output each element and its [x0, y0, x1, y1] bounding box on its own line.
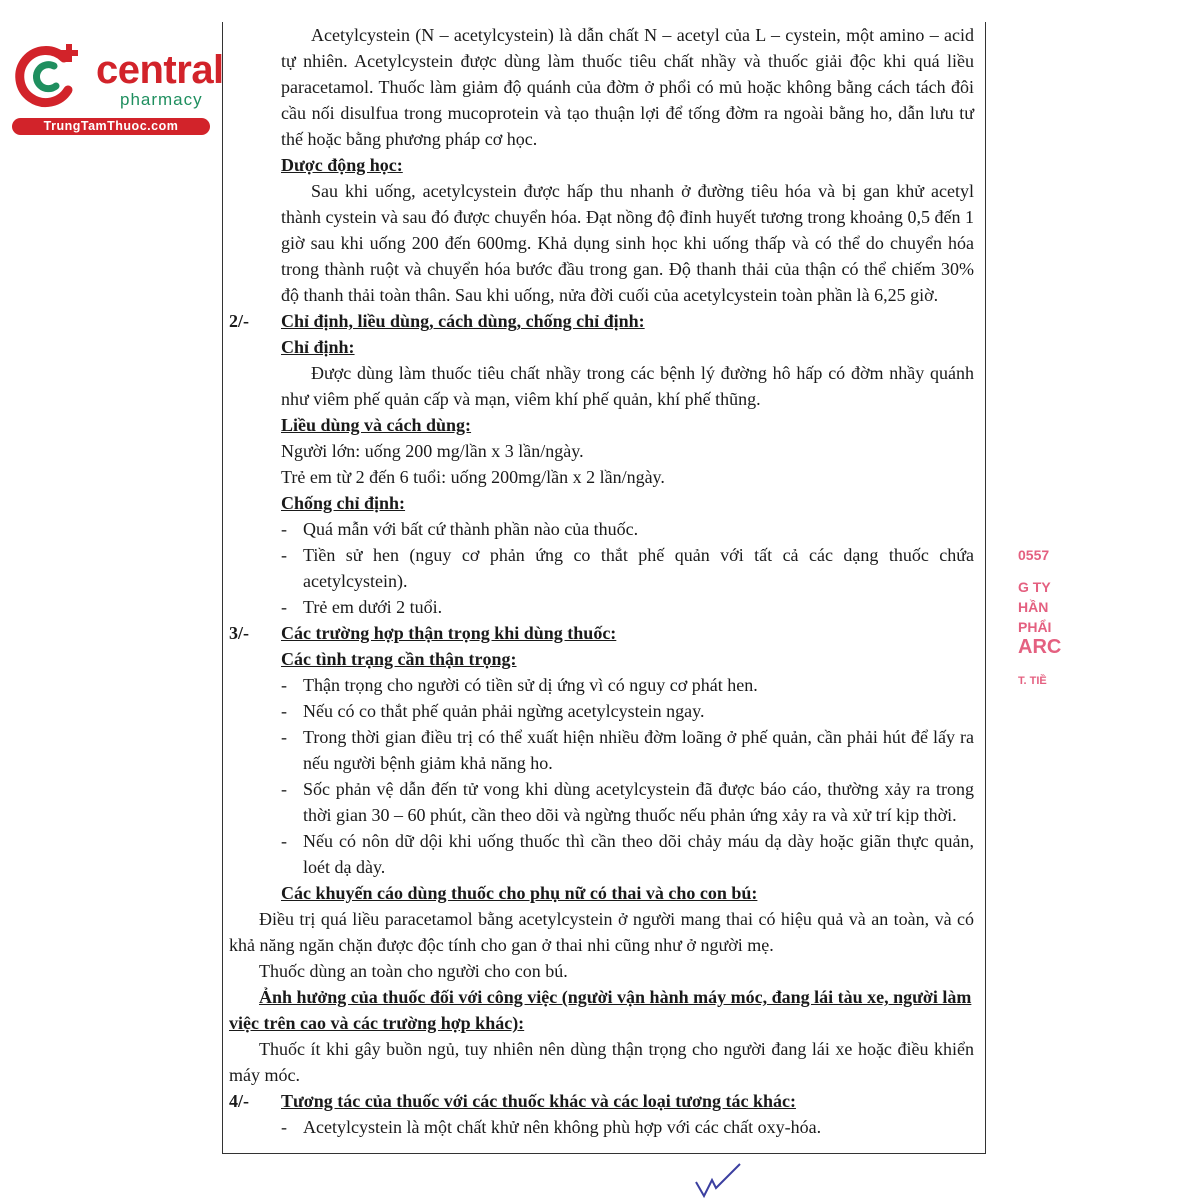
- section-title: Chỉ định, liều dùng, cách dùng, chống chỉ định:: [281, 311, 645, 331]
- list-item: - Nếu có nôn dữ dội khi uống thuốc thì cần theo dõi chảy máu dạ dày hoặc giãn thực quản, loét dạ dày.: [281, 831, 974, 877]
- section-number: 2/-: [229, 311, 249, 331]
- caution-heading: Các tình trạng cần thận trọng:: [281, 649, 517, 669]
- section-number: 3/-: [229, 623, 249, 643]
- brand-logo: [12, 40, 224, 140]
- intro-paragraph: Acetylcystein (N – acetylcystein) là dẫn chất N – acetyl của L – cystein, một amino – acid tự nhiên. Acetylcystein được dùng làm thuốc tiêu chất nhầy và thuốc giải độc khi quá liều paracetamol. Thuốc làm giảm độ quánh của đờm ở phổi có mủ hoặc không bằng cách tách đôi cầu nối disulfua trong mucoprotein và tạo thuận lợi để tống đờm ra ngoài bằng ho, dẫn lưu tư thế hoặc bằng phương pháp cơ học.: [281, 25, 974, 149]
- work-effect-heading: Ảnh hưởng của thuốc đối với công việc (người vận hành máy móc, đang lái tàu xe, người làm việc trên cao và các trường hợp khác):: [229, 987, 972, 1033]
- section-title: Các trường hợp thận trọng khi dùng thuốc:: [281, 623, 617, 643]
- lactation-paragraph: Thuốc dùng an toàn cho người cho con bú.: [259, 961, 568, 981]
- company-stamp: 0557 G TY HẦN PHẨI ARC T. TIỀ: [1018, 547, 1062, 687]
- list-item: - Thận trọng cho người có tiền sử dị ứng vì có nguy cơ phát hen.: [281, 675, 758, 695]
- pregnancy-heading: Các khuyến cáo dùng thuốc cho phụ nữ có thai và cho con bú:: [281, 883, 758, 903]
- list-item: - Sốc phản vệ dẫn đến tử vong khi dùng acetylcystein đã được báo cáo, thường xảy ra trong thời gian 30 – 60 phút, cần theo dõi và ngừng thuốc nếu phản ứng xảy ra và xử trí kịp thời.: [281, 779, 974, 825]
- dosage-heading: Liều dùng và cách dùng:: [281, 415, 472, 435]
- pregnancy-paragraph: Điều trị quá liều paracetamol bằng acetylcystein ở người mang thai có hiệu quả và an toàn, và có khả năng ngăn chặn được độc tính cho gan ở thai nhi cũng như ở người mẹ.: [229, 909, 974, 955]
- list-item: - Quá mẫn với bất cứ thành phần nào của thuốc.: [281, 519, 639, 539]
- section-4-heading: [229, 1088, 974, 1114]
- list-item: - Tiền sử hen (nguy cơ phản ứng co thắt phế quản với tất cả các dạng thuốc chứa acetylcystein).: [281, 545, 974, 591]
- list-item: - Nếu có co thắt phế quản phải ngừng acetylcystein ngay.: [281, 701, 705, 721]
- dosage-adult: Người lớn: uống 200 mg/lần x 3 lần/ngày.: [281, 441, 584, 461]
- list-item: - Trẻ em dưới 2 tuổi.: [281, 597, 443, 617]
- section-number: 4/-: [229, 1091, 249, 1111]
- central-pharmacy-logo-icon: [12, 40, 84, 112]
- document-page: [222, 22, 986, 1154]
- brand-website[interactable]: TrungTamThuoc.com: [12, 118, 210, 135]
- contraindication-heading: Chống chỉ định:: [281, 493, 406, 513]
- work-effect-paragraph: Thuốc ít khi gây buồn ngủ, tuy nhiên nên dùng thận trọng cho người đang lái xe hoặc điều khiển máy móc.: [229, 1039, 974, 1085]
- pk-paragraph: Sau khi uống, acetylcystein được hấp thu nhanh ở đường tiêu hóa và bị gan khử acetyl thành cystein và sau đó được chuyển hóa. Đạt nồng độ đỉnh huyết tương trong khoảng 0,5 đến 1 giờ sau khi uống 200 đến 600mg. Khả dụng sinh học khi uống thấp và có thể do chuyển hóa trong thành ruột và chuyển hóa bước đầu trong gan. Độ thanh thải của thận có thể chiếm 30% độ thanh thải toàn thân. Sau khi uống, nửa đời cuối của acetylcystein toàn phần là 6,25 giờ.: [281, 181, 974, 305]
- section-3-heading: [229, 620, 974, 646]
- section-2-heading: [229, 308, 974, 334]
- indication-heading: Chỉ định:: [281, 337, 355, 357]
- section-title: Tương tác của thuốc với các thuốc khác và các loại tương tác khác:: [281, 1091, 796, 1111]
- pk-heading: Dược động học:: [281, 155, 403, 175]
- brand-name: central: [96, 48, 224, 92]
- indication-paragraph: Được dùng làm thuốc tiêu chất nhầy trong các bệnh lý đường hô hấp có đờm nhầy quánh như viêm phế quản cấp và mạn, viêm khí phế quản, khí phế thũng.: [281, 363, 974, 409]
- document-content: [229, 22, 974, 1140]
- list-item: - Trong thời gian điều trị có thể xuất hiện nhiều đờm loãng ở phế quản, cần phải hút để lấy ra nếu người bệnh giảm khả năng ho.: [281, 727, 974, 773]
- list-item: - Acetylcystein là một chất khử nên không phù hợp với các chất oxy-hóa.: [281, 1117, 822, 1137]
- signature-mark-icon: [690, 1162, 750, 1200]
- brand-subtitle: pharmacy: [120, 90, 203, 109]
- dosage-child: Trẻ em từ 2 đến 6 tuổi: uống 200mg/lần x 2 lần/ngày.: [281, 467, 665, 487]
